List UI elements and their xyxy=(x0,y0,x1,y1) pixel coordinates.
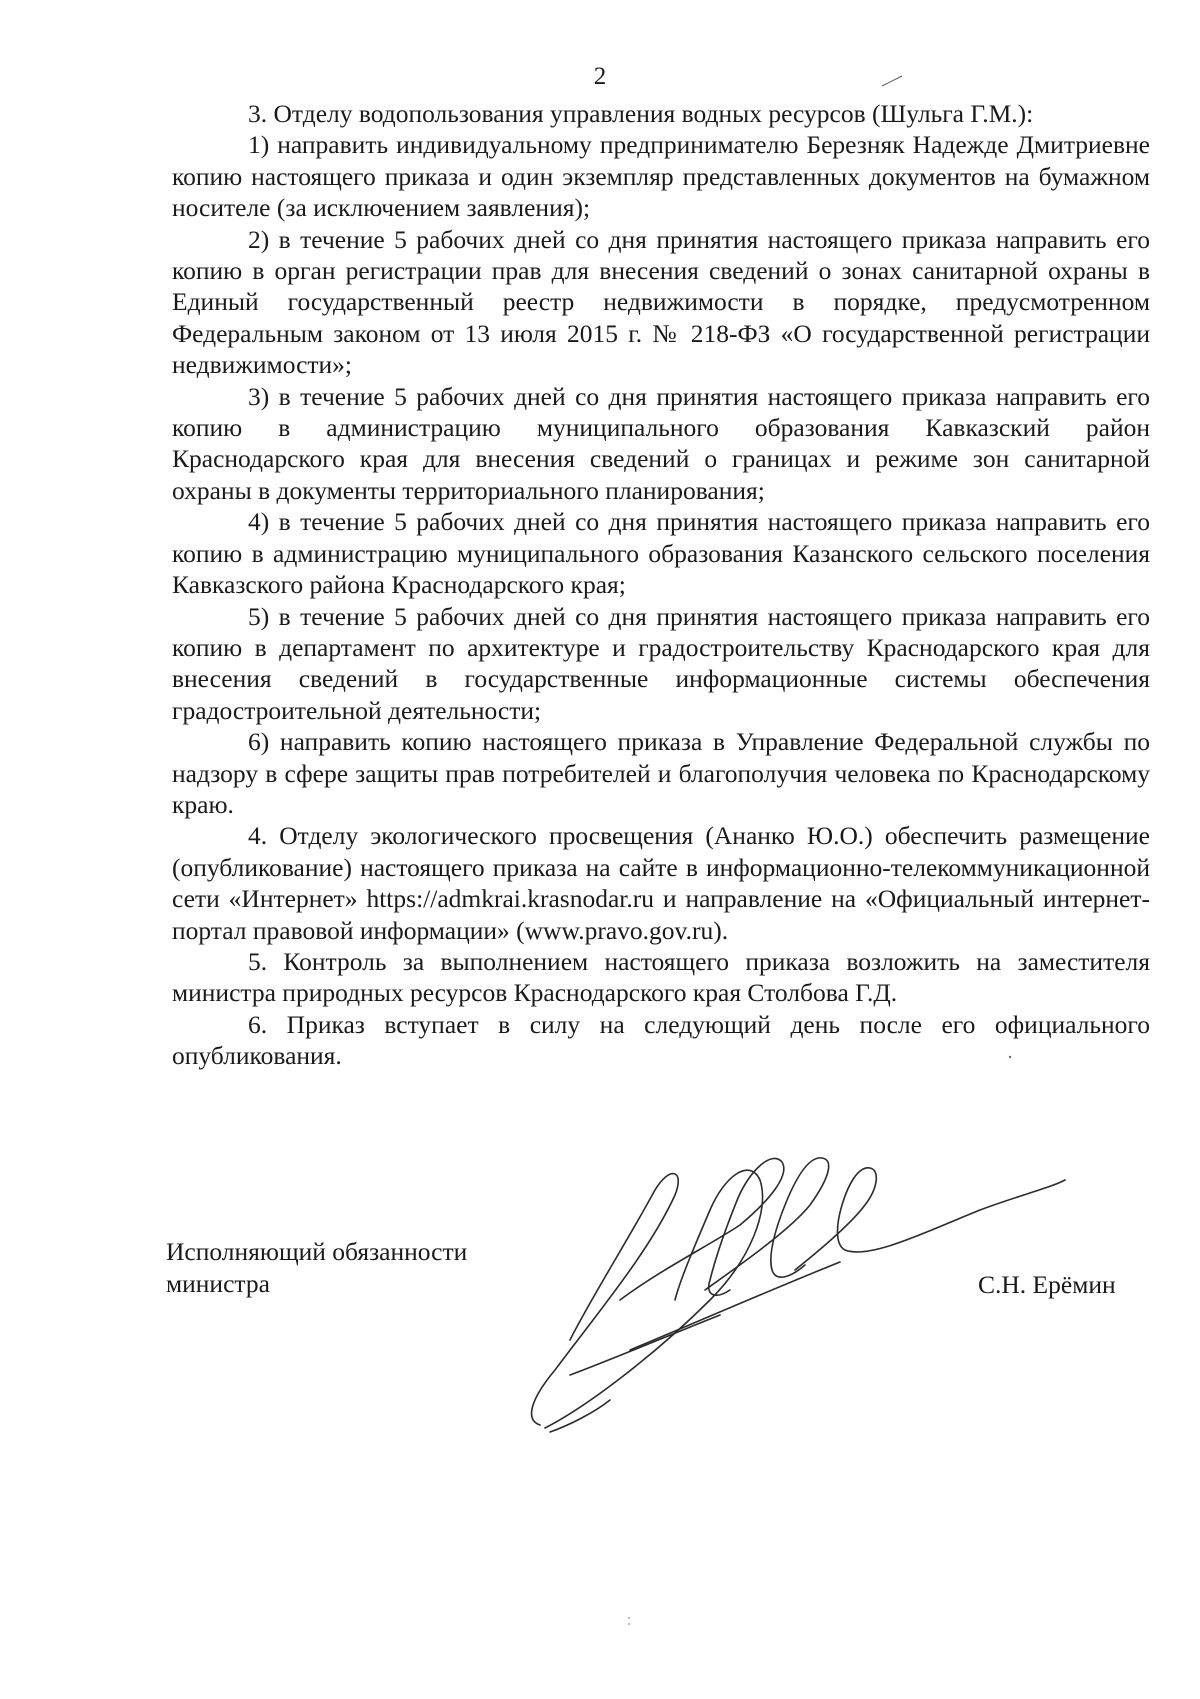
order-body xyxy=(172,98,1150,1072)
paragraph-subitem-6: 6) направить копию настоящего приказа в Управление Федеральной службы по надзору в сфере защиты прав потребителей и благополучия человека по Краснодарскому краю. xyxy=(172,727,1150,819)
paragraph-item-6: 6. Приказ вступает в силу на следующий день после его официального опубликования. xyxy=(172,1009,1150,1071)
scan-dot-icon xyxy=(1007,1054,1013,1060)
paragraph-subitem-5: 5) в течение 5 рабочих дней со дня принятия настоящего приказа направить его копию в департамент по архитектуре и градостроительству Краснодарского края для внесения сведений в государственные информационные системы обеспечения градостроительной деятельности; xyxy=(172,601,1150,725)
paragraph-subitem-2: 2) в течение 5 рабочих дней со дня принятия настоящего приказа направить его копию в орган регистрации прав для внесения сведений о зонах санитарной охраны в Единый государственный реестр недвижимости в порядке, предусмотренном Федеральным законом от 13 июля 2015 г. № 218-ФЗ «О государственной регистрации недвижимости»; xyxy=(172,224,1150,380)
signatory-name: С.Н. Ерёмин xyxy=(978,1270,1116,1299)
scan-artifact-icon xyxy=(880,74,904,88)
paragraph-item-4: 4. Отделу экологического просвещения (Ананко Ю.О.) обеспечить размещение (опубликование) настоящего приказа на сайте в информационно-телекоммуникационной сети «Интернет» https://admkrai.krasnodar.ru и направление на «Официальный интернет-портал правовой информации» (www.pravo.gov.ru). xyxy=(172,821,1150,945)
scan-dot-icon xyxy=(626,1615,632,1627)
signatory-position-line2: министра xyxy=(166,1269,270,1298)
paragraph-subitem-4: 4) в течение 5 рабочих дней со дня принятия настоящего приказа направить его копию в администрацию муниципального образования Казанского сельского поселения Кавказского района Краснодарского края; xyxy=(172,507,1150,600)
signatory-position xyxy=(166,1236,467,1300)
paragraph-subitem-1: 1) направить индивидуальному предпринимателю Березняк Надежде Дмитриевне копию настоящего приказа и один экземпляр представленных документов на бумажном носителе (за исключением заявления); xyxy=(172,130,1150,223)
paragraph-item-3: 3. Отделу водопользования управления водных ресурсов (Шульга Г.М.): xyxy=(248,99,1034,128)
signatory-position-line1: Исполняющий обязанности xyxy=(166,1237,468,1266)
paragraph-item-5: 5. Контроль за выполнением настоящего приказа возложить на заместителя министра природных ресурсов Краснодарского края Столбова Г.Д. xyxy=(172,946,1150,1008)
page-number: 2 xyxy=(593,63,607,90)
paragraph-subitem-3: 3) в течение 5 рабочих дней со дня принятия настоящего приказа направить его копию в администрацию муниципального образования Кавказский район Краснодарского края для внесения сведений о границах и режиме зон санитарной охраны в документы территориального планирования; xyxy=(172,381,1150,505)
